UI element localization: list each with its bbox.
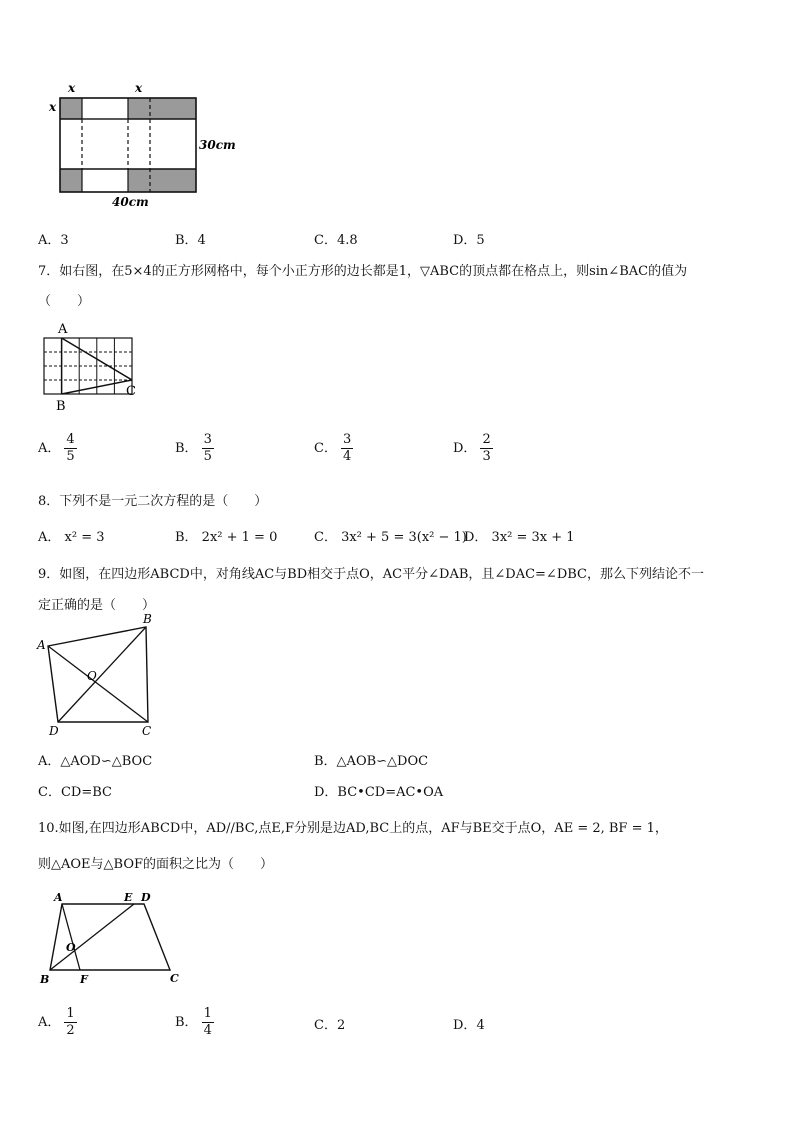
- point-o-label: O: [87, 669, 97, 683]
- q10-b-numerator: 1: [203, 1006, 212, 1021]
- point-b-label: B: [40, 973, 50, 986]
- q6-option-d: D．5: [453, 233, 485, 248]
- q8-option-b: B． 2x² + 1 = 0: [175, 530, 278, 545]
- q7-option-b: B． $\frac{3}{5}$: [175, 432, 212, 464]
- point-b-label: B: [143, 612, 152, 626]
- q7-stem-line1: 7．如右图，在5×4的正方形网格中，每个小正方形的边长都是1，▽ABC的顶点都在格点上，则sin∠BAC的值为: [38, 264, 688, 279]
- box-net-figure: [44, 78, 244, 213]
- q9-stem-line2: 定正确的是（ ）: [38, 598, 156, 613]
- point-c-label: C: [170, 972, 179, 985]
- q7-stem-line2: （ ）: [38, 294, 91, 309]
- q10-b-denominator: 4: [203, 1023, 212, 1038]
- q7-b-denominator: 5: [203, 449, 212, 464]
- q10-stem-line2: 则△AOE与△BOF的面积之比为（ ）: [38, 857, 274, 872]
- point-a-label: A: [58, 322, 68, 337]
- q9-option-a: A．△AOD∽△BOC: [38, 754, 153, 769]
- q7-c-numerator: 3: [342, 432, 352, 447]
- q10-option-b: B． $\frac{1}{4}$: [175, 1006, 212, 1038]
- point-d-label: D: [141, 891, 151, 904]
- point-d-label: D: [49, 724, 59, 738]
- q8-stem: 8．下列不是一元二次方程的是（ ）: [38, 494, 268, 509]
- q9-option-d: D．BC•CD=AC•OA: [314, 785, 444, 800]
- q9-stem-line1: 9．如图，在四边形ABCD中，对角线AC与BD相交于点O，AC平分∠DAB，且∠DAC=∠DBC，那么下列结论不一: [38, 567, 704, 582]
- q8-option-d: D． 3x² = 3x + 1: [464, 530, 575, 545]
- q8-option-a: A． x² = 3: [38, 530, 105, 545]
- q10-option-d: D．4: [453, 1018, 485, 1033]
- shaded-corner-tl: [60, 98, 82, 119]
- point-b-label: B: [56, 399, 66, 413]
- trapezoid-outline: [50, 904, 170, 970]
- q7-b-numerator: 3: [203, 432, 212, 447]
- shaded-corner-bl: [60, 169, 82, 192]
- q9-option-c: C．CD=BC: [38, 785, 112, 800]
- diagonal-ac: [48, 646, 148, 722]
- point-a-label: A: [54, 891, 63, 904]
- q10-option-c: C．2: [314, 1018, 346, 1033]
- quadrilateral-abcd-figure: [34, 612, 164, 740]
- point-e-label: E: [124, 891, 133, 904]
- q10-a-numerator: 1: [66, 1006, 75, 1021]
- q7-option-c: C． $\frac{3}{4}$: [314, 432, 352, 464]
- q7-d-numerator: 2: [482, 432, 491, 447]
- label-width: 40cm: [112, 195, 149, 209]
- q6-option-a: A．3: [38, 233, 69, 248]
- q7-a-numerator: 4: [66, 432, 75, 447]
- label-x-top-1: x: [68, 81, 76, 95]
- q10-a-denominator: 2: [66, 1023, 75, 1038]
- point-a-label: A: [37, 638, 46, 652]
- q10-option-a: A． $\frac{1}{2}$: [38, 1006, 75, 1038]
- segment-af: [62, 904, 80, 970]
- point-c-label: C: [142, 724, 152, 738]
- q7-a-denominator: 5: [66, 449, 75, 464]
- q7-d-denominator: 3: [482, 449, 491, 464]
- segment-be: [50, 904, 134, 970]
- q8-option-c: C． 3x² + 5 = 3(x² − 1): [314, 530, 467, 545]
- trapezoid-abcd-figure: [36, 888, 186, 988]
- shaded-flap-br: [128, 169, 196, 192]
- shaded-flap-tr: [128, 98, 196, 119]
- point-c-label: C: [126, 384, 136, 399]
- q10-stem-line1: 10.如图,在四边形ABCD中，AD//BC,点E,F分别是边AD,BC上的点，AF与BE交于点O，AE = 2, BF = 1，: [38, 821, 668, 836]
- q7-option-a: A． $\frac{4}{5}$: [38, 432, 75, 464]
- grid-triangle-figure: [36, 318, 146, 413]
- label-x-side: x: [49, 100, 57, 114]
- q6-option-b: B．4: [175, 233, 206, 248]
- q7-option-d: D． $\frac{2}{3}$: [453, 432, 491, 464]
- label-x-top-2: x: [135, 81, 143, 95]
- q9-option-b: B．△AOB∽△DOC: [314, 754, 429, 769]
- label-height: 30cm: [199, 138, 236, 152]
- q6-option-c: C．4.8: [314, 233, 358, 248]
- point-o-label: O: [66, 941, 76, 954]
- q7-c-denominator: 4: [342, 449, 352, 464]
- point-f-label: F: [80, 973, 88, 986]
